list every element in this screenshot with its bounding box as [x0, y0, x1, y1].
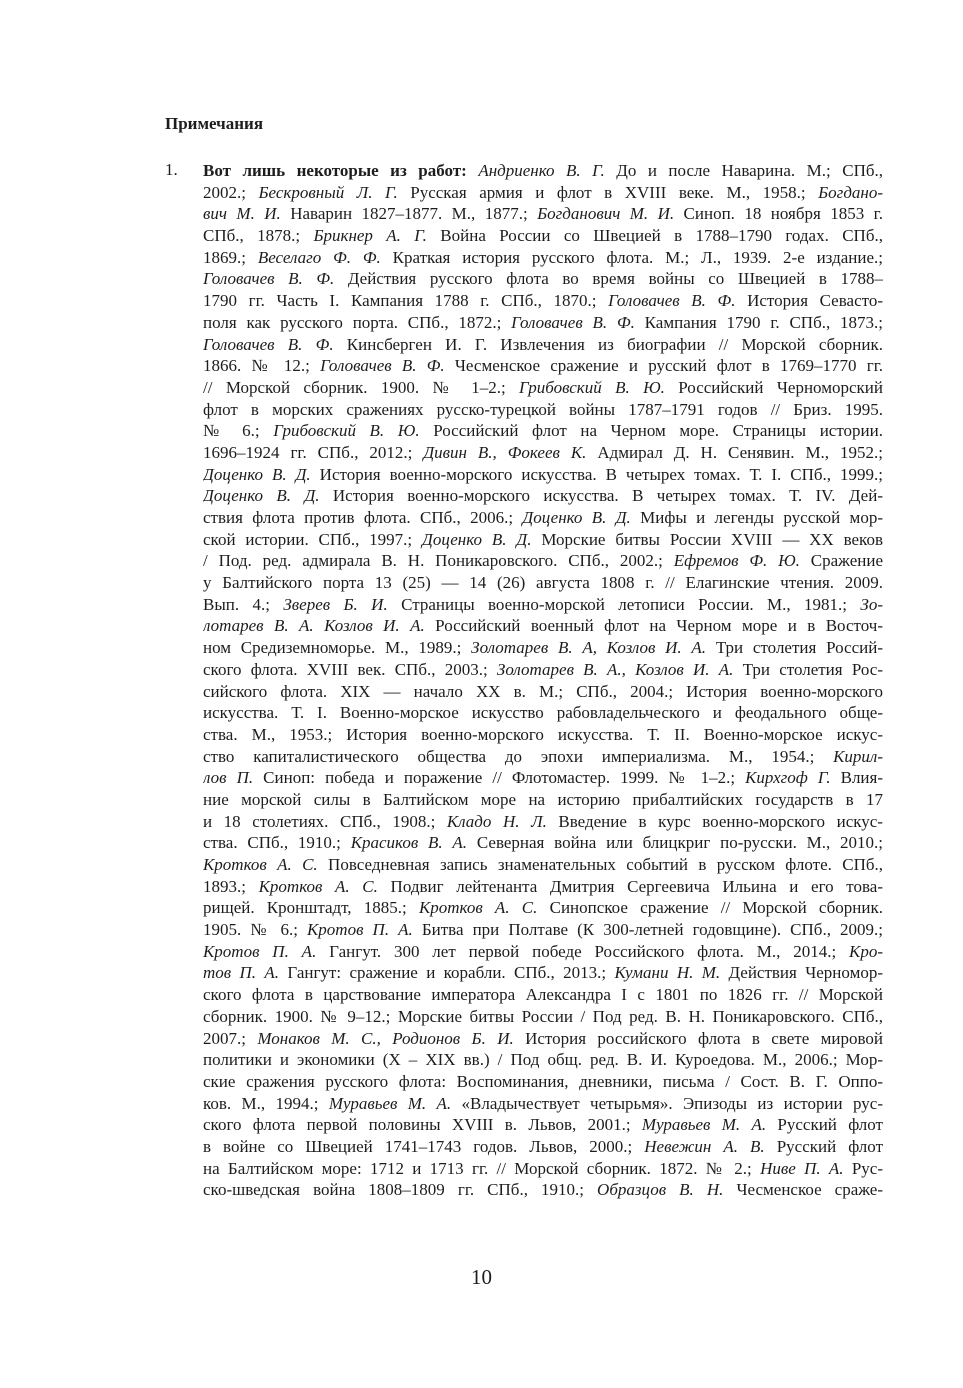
author-name: Доценко В. Д.: [522, 508, 631, 527]
note-line: [203, 290, 883, 312]
note-line: [203, 897, 883, 919]
citation-text: Кампания 1790 г. СПб., 1873.;: [634, 312, 883, 332]
author-name: Брикнер А. Г.: [313, 226, 427, 246]
note-line: [203, 225, 883, 247]
citation-text: 1869.;: [203, 247, 258, 267]
citation-text: 1893.;: [203, 876, 259, 896]
author-name: Головачев В. Ф.: [203, 269, 335, 289]
citation-text: ского флота первой половины XVIII в. Львов, 2001.;: [203, 1115, 642, 1135]
note-line: [203, 182, 883, 204]
citation-text: «Владычествует четырьмя». Эпизоды из истории рус-: [451, 1093, 883, 1113]
note-line: [203, 1049, 883, 1071]
note-line: [203, 572, 883, 594]
author-name: Бескровный Л. Г.: [258, 182, 398, 202]
note-line: [203, 854, 883, 876]
lead-text: Вот лишь некоторые из работ:: [203, 161, 479, 180]
note-line: [203, 832, 883, 854]
author-name: Кротков А. С.: [418, 898, 538, 918]
note-line: [203, 268, 883, 290]
citation-text: искусства. Т. I. Военно-морское искусство рабовладельческого и феодального обще-: [203, 703, 883, 723]
citation-text: на Балтийском море: 1712 и 1713 гг. // Морской сборник. 1872. № 2.;: [203, 1158, 761, 1178]
citation-text: Гангут. 300 лет первой победе Российского флота. М., 2014.;: [316, 941, 850, 961]
author-name: Богдано-: [818, 182, 883, 202]
note-line: [203, 746, 883, 768]
note-line: [203, 334, 883, 356]
note-line: [203, 637, 883, 659]
citation-text: Рус-: [843, 1158, 883, 1178]
citation-text: Война России со Швецией в 1788–1790 годах. СПб.,: [426, 226, 883, 246]
author-name: Муравьев М. А.: [328, 1093, 452, 1113]
citation-text: Российский военный флот на Черном море и в Восточ-: [424, 616, 883, 636]
citation-text: СПб., 1878.;: [203, 226, 314, 246]
citation-text: История российского флота в свете мировой: [513, 1028, 883, 1048]
author-name: Головачев В. Ф.: [608, 291, 736, 311]
note-line: [203, 420, 883, 442]
citation-text: История Севасто-: [735, 291, 883, 311]
author-name: Невежин А. В.: [644, 1136, 765, 1156]
citation-text: 2007.;: [203, 1028, 258, 1048]
note-line: [203, 1179, 883, 1201]
citation-text: ном Средиземноморье. М., 1989.;: [203, 638, 472, 658]
citation-text: рищей. Кронштадт, 1885.;: [203, 898, 419, 918]
citation-text: Страницы военно-морской летописи России. М., 1981.;: [387, 594, 861, 614]
author-name: Кротов П. А.: [307, 920, 413, 940]
author-name: Зверев Б. И.: [283, 594, 388, 614]
author-name: Веселаго Ф. Ф.: [257, 247, 381, 267]
author-name: Головачев В. Ф.: [511, 312, 635, 332]
author-name: Богданович М. И.: [537, 204, 675, 224]
citation-text: 1866. № 12.;: [203, 356, 321, 376]
citation-text: Синоп. 18 ноября 1853 г.: [674, 204, 883, 224]
author-name: Грибовский В. Ю.: [519, 377, 665, 397]
citation-text: Действия русского флота во время войны со Швецией в 1788–: [334, 269, 883, 289]
author-name: Головачев В. Ф.: [320, 356, 445, 376]
author-name: Дивин В., Фокеев К.: [423, 442, 587, 462]
note-line: [203, 702, 883, 724]
citation-text: ков. М., 1994.;: [203, 1093, 329, 1113]
citation-text: Российский флот на Черном море. Страницы истории.: [419, 421, 883, 441]
citation-text: Повседневная запись знаменательных событий в русском флоте. СПб.,: [317, 855, 883, 874]
note-line: [203, 377, 883, 399]
citation-text: ские сражения русского флота: Воспоминания, дневники, письма / Сост. В. Г. Оппо-: [203, 1071, 883, 1091]
note-line: [203, 247, 883, 269]
citation-text: Синопское сражение // Морской сборник.: [537, 898, 883, 918]
author-name: Кротов П. А.: [203, 941, 317, 961]
note-line: [203, 1093, 883, 1115]
note-line: [203, 1136, 883, 1158]
citation-text: Действия Черномор-: [720, 963, 883, 983]
citation-text: Русский флот: [764, 1136, 883, 1156]
citation-text: Сражение: [799, 551, 883, 571]
citation-text: / Под. ред. адмирала В. Н. Поникаровского. СПб., 2002.;: [203, 551, 674, 571]
note-line: [203, 962, 883, 984]
note-line: [203, 594, 883, 616]
note-line: [203, 615, 883, 637]
citation-text: Наварин 1827–1877. М., 1877.;: [280, 204, 538, 224]
author-name: Грибовский В. Ю.: [273, 421, 420, 441]
citation-text: Русская армия и флот в XVIII веке. М., 1958.;: [397, 182, 819, 202]
citation-text: Чесменское сраже-: [723, 1180, 883, 1200]
notes-heading: Примечания: [165, 114, 264, 133]
citation-text: 2002.;: [203, 182, 259, 202]
author-name: Доценко В. Д.: [203, 464, 311, 484]
citation-text: ско-шведская война 1808–1809 гг. СПб., 1910.;: [203, 1180, 598, 1200]
citation-text: Три столетия Россий-: [706, 638, 883, 658]
note-line: [203, 811, 883, 833]
author-name: Кладо Н. Л.: [446, 811, 547, 831]
citation-text: поля как русского порта. СПб., 1872.;: [203, 312, 512, 332]
author-name: тов П. А.: [203, 963, 280, 983]
note-line: [203, 399, 883, 421]
citation-text: в войне со Швецией 1741–1743 годов. Львов, 2000.;: [203, 1136, 645, 1156]
note-line: [203, 464, 883, 486]
citation-text: История военно-морского искусства. В четырех томах. Т. I. СПб., 1999.;: [310, 464, 883, 484]
citation-text: и 18 столетиях. СПб., 1908.;: [203, 811, 447, 831]
note-line: [203, 681, 883, 703]
author-name: Муравьев М. А.: [641, 1115, 767, 1135]
author-name: Доценко В. Д.: [203, 486, 320, 506]
author-name: Зо-: [860, 594, 883, 614]
citation-text: ства. М., 1953.; История военно-морского искусства. Т. II. Военно-морское искус-: [203, 724, 883, 744]
citation-text: флот в морских сражениях русско-турецкой войны 1787–1791 годов // Бриз. 1995.: [203, 399, 883, 419]
author-name: Золотарев В. А., Козлов И. А.: [496, 659, 734, 679]
author-name: лотарев В. А. Козлов И. А.: [203, 616, 425, 636]
citation-text: Морские битвы России XVIII — XX веков: [531, 529, 883, 549]
citation-text: Введение в курс военно-морского искус-: [546, 811, 883, 831]
citation-text: № 6.;: [203, 421, 274, 441]
note-line: [203, 485, 883, 507]
note-line: [203, 767, 883, 789]
author-name: Красиков В. А.: [350, 833, 468, 853]
author-name: Андриенко В. Г.: [478, 161, 605, 180]
note-line: [203, 1071, 883, 1093]
note-line: [203, 659, 883, 681]
author-name: Образцов В. Н.: [597, 1180, 724, 1200]
citation-text: Адмирал Д. Н. Сенявин. М., 1952.;: [586, 442, 883, 462]
citation-text: Гангут: сражение и корабли. СПб., 2013.;: [279, 963, 615, 983]
author-name: Кирхгоф Г.: [745, 768, 831, 788]
note-line: [203, 724, 883, 746]
citation-text: Краткая история русского флота. М.; Л., 1939. 2-е издание.;: [380, 247, 883, 267]
note-line: [203, 1158, 883, 1180]
citation-text: политики и экономики (X – XIX вв.) / Под общ. ред. В. И. Куроедова. М., 2006.; Мор-: [203, 1050, 883, 1070]
note-line: [203, 203, 883, 225]
note-line: [203, 1006, 883, 1028]
citation-text: // Морской сборник. 1900. № 1–2.;: [203, 377, 520, 397]
citation-text: сборник. 1900. № 9–12.; Морские битвы России / Под ред. В. Н. Поникаровского. СПб.,: [203, 1006, 883, 1026]
author-name: Ефремов Ф. Ю.: [673, 551, 800, 571]
citation-text: ской истории. СПб., 1997.;: [203, 529, 423, 549]
note-line: [203, 355, 883, 377]
note-line: [203, 529, 883, 551]
author-name: Кирил-: [833, 746, 883, 766]
note-line: [203, 919, 883, 941]
note-number: 1.: [165, 160, 178, 179]
citation-text: Влия-: [830, 768, 883, 788]
author-name: Кро-: [849, 941, 883, 961]
author-name: вич М. И.: [203, 204, 281, 224]
author-name: Ниве П. А.: [760, 1158, 844, 1178]
note-line: [203, 941, 883, 963]
author-name: Кротков А. С.: [258, 876, 378, 896]
author-name: Кумани Н. М.: [614, 963, 721, 983]
citation-text: До и после Наварина. М.; СПб.,: [604, 161, 883, 180]
citation-text: ствия флота против флота. СПб., 2006.;: [203, 508, 523, 527]
citation-text: ние морской силы в Балтийском море на историю прибалтийских государств в 17: [203, 789, 883, 809]
note-text: [203, 160, 883, 1201]
citation-text: Российский Черноморский: [664, 377, 883, 397]
note-line: [203, 789, 883, 811]
author-name: Доценко В. Д.: [422, 529, 532, 549]
note-line: [203, 312, 883, 334]
note-line: [203, 550, 883, 572]
author-name: лов П.: [203, 768, 254, 788]
citation-text: 1905. № 6.;: [203, 920, 308, 940]
citation-text: 1790 гг. Часть I. Кампания 1788 г. СПб., 1870.;: [203, 291, 609, 311]
citation-text: у Балтийского порта 13 (25) — 14 (26) августа 1808 г. // Елагинские чтения. 2009.: [203, 573, 883, 593]
citation-text: Мифы и легенды русской мор-: [630, 508, 883, 527]
author-name: Головачев В. Ф.: [203, 334, 334, 354]
citation-text: ского флота в царствование императора Александра I с 1801 по 1826 гг. // Морской: [203, 985, 883, 1005]
citation-text: Подвиг лейтенанта Дмитрия Сергеевича Ильина и его това-: [377, 876, 883, 896]
note-line: [203, 876, 883, 898]
citation-text: Северная война или блицкриг по-русски. М., 2010.;: [467, 833, 883, 853]
note-line: [203, 507, 883, 529]
page-number: 10: [471, 1265, 492, 1289]
citation-text: ства. СПб., 1910.;: [203, 833, 351, 853]
note-line: [203, 1028, 883, 1050]
citation-text: История военно-морского искусства. В четырех томах. Т. IV. Дей-: [319, 486, 883, 506]
note-line: [203, 984, 883, 1006]
citation-text: Синоп: победа и поражение // Флотомастер. 1999. № 1–2.;: [253, 768, 746, 788]
author-name: Монаков М. С., Родионов Б. И.: [257, 1028, 514, 1048]
author-name: Кротков А. С.: [203, 855, 318, 874]
citation-text: Кинсберген И. Г. Извлечения из биографии // Морской сборник.: [333, 334, 883, 354]
citation-text: Битва при Полтаве (К 300-летней годовщине). СПб., 2009.;: [412, 920, 883, 940]
note-line: [203, 1114, 883, 1136]
citation-text: 1696–1924 гг. СПб., 2012.;: [203, 442, 424, 462]
citation-text: Русский флот: [766, 1115, 883, 1135]
citation-text: Три столетия Рос-: [733, 659, 883, 679]
citation-text: Вып. 4.;: [203, 594, 284, 614]
citation-text: Чесменское сражение и русский флот в 1769–1770 гг.: [444, 356, 883, 376]
note-line: [203, 160, 883, 182]
author-name: Золотарев В. А, Козлов И. А.: [471, 638, 707, 658]
citation-text: ского флота. XVIII век. СПб., 2003.;: [203, 659, 497, 679]
citation-text: сийского флота. XIX — начало XX в. М.; СПб., 2004.; История военно-морского: [203, 681, 883, 701]
citation-text: ство капиталистического общества до эпохи империализма. М., 1954.;: [203, 746, 834, 766]
note-line: [203, 442, 883, 464]
